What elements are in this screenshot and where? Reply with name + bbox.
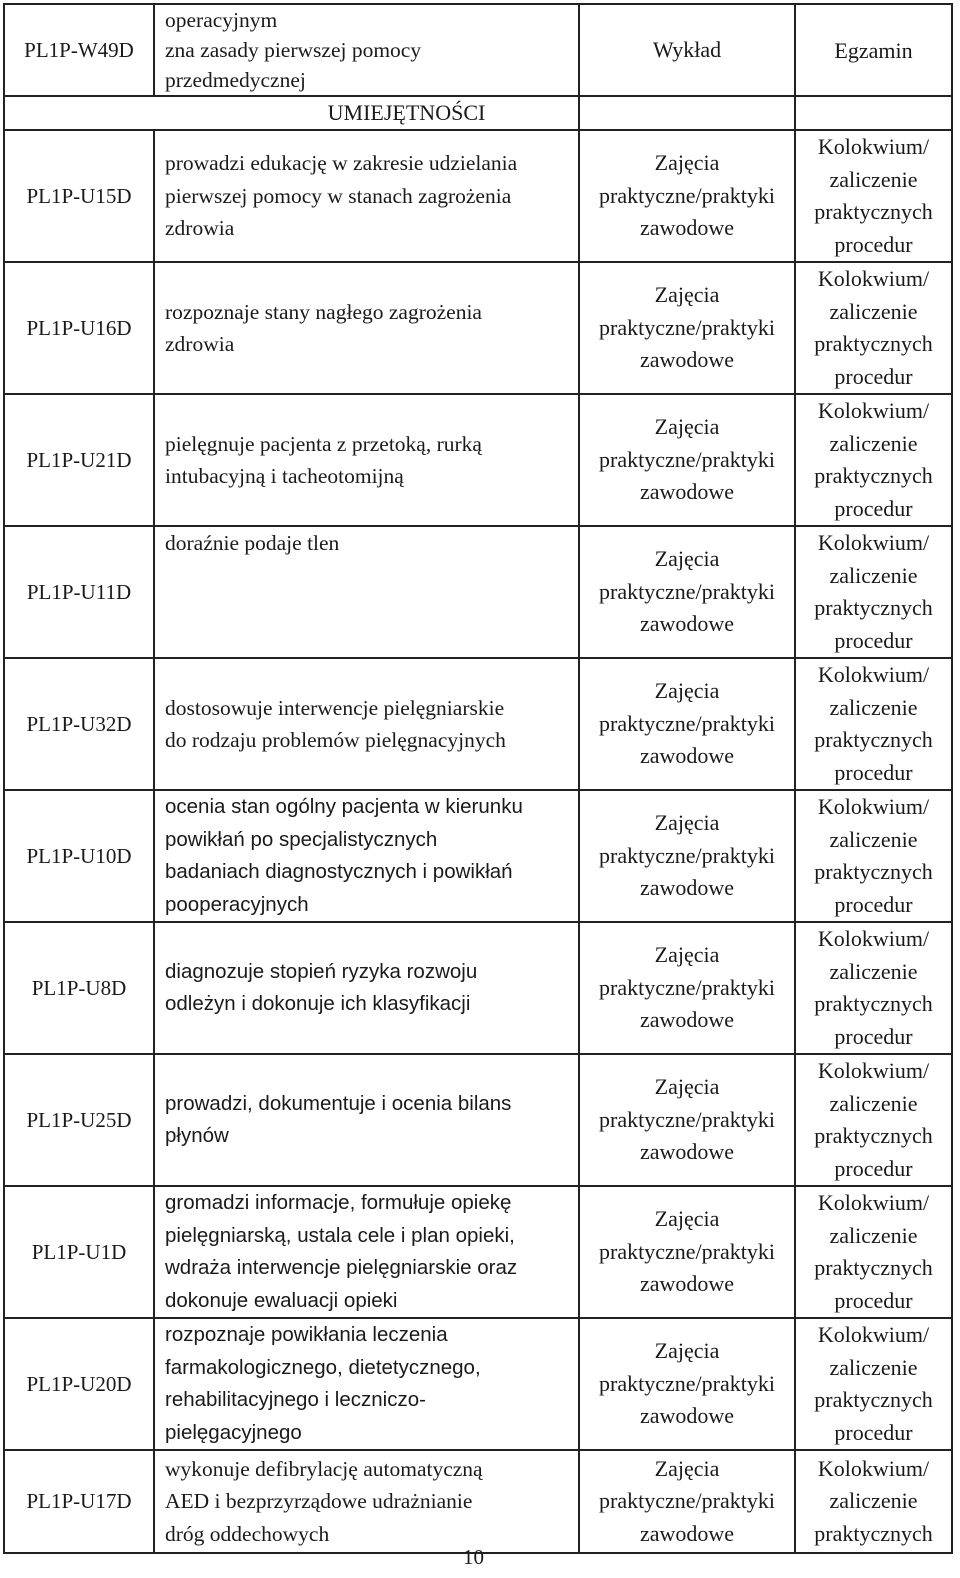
- verification-line: praktycznych: [814, 727, 933, 752]
- verification-method: [795, 658, 952, 790]
- description-line: płynów: [165, 1124, 229, 1147]
- verification-line: praktycznych: [814, 331, 933, 356]
- description-line: AED i bezprzyrządowe udrażnianie: [165, 1489, 473, 1514]
- form-line: Zajęcia: [654, 1206, 720, 1232]
- class-form: [579, 1054, 795, 1186]
- description-line: odleżyn i dokonuje ich klasyfikacji: [165, 992, 471, 1015]
- verification-line: procedur: [834, 1287, 913, 1313]
- table-row: [4, 658, 952, 790]
- description-line: zna zasady pierwszej pomocy: [165, 38, 422, 62]
- description-line: wdraża interwencje pielęgniarskie oraz: [165, 1256, 518, 1279]
- description-line: wykonuje defibrylację automatyczną: [165, 1456, 483, 1481]
- outcome-description: [154, 526, 579, 658]
- verification-method: [795, 1450, 952, 1553]
- verification-line: procedur: [834, 1155, 913, 1181]
- outcome-code: PL1P-U20D: [4, 1318, 154, 1450]
- verification-line: Kolokwium/: [817, 794, 930, 819]
- description-line: pierwszej pomocy w stanach zagrożenia: [165, 183, 512, 208]
- empty-cell: [579, 96, 795, 130]
- outcome-code: PL1P-U8D: [4, 922, 154, 1054]
- description-line: doraźnie podaje tlen: [165, 531, 340, 555]
- verification-method: [795, 130, 952, 262]
- outcome-description: [154, 262, 579, 394]
- class-form: [579, 1186, 795, 1318]
- table-row: [4, 1054, 952, 1186]
- outcome-description: [154, 130, 579, 262]
- outcome-code: PL1P-U21D: [4, 394, 154, 526]
- verification-method: [795, 1318, 952, 1450]
- verification-line: praktycznych: [814, 1387, 933, 1412]
- table-row: [4, 262, 952, 394]
- outcome-description: [154, 1054, 579, 1186]
- verification-line: procedur: [834, 1419, 913, 1445]
- outcome-description: [154, 1450, 579, 1553]
- verification-line: Kolokwium/: [817, 134, 930, 159]
- description-line: dokonuje ewaluacji opieki: [165, 1288, 398, 1312]
- class-form: [579, 1318, 795, 1450]
- verification-method: [795, 526, 952, 658]
- table-row: [4, 526, 952, 658]
- verification-method: [795, 1186, 952, 1318]
- verification-method: [795, 1054, 952, 1186]
- class-form: Wykład: [579, 4, 795, 96]
- verification-line: procedur: [834, 1023, 913, 1049]
- form-line: zawodowe: [639, 1007, 735, 1033]
- verification-line: Kolokwium/: [817, 398, 930, 423]
- description-line: rehabilitacyjnego i leczniczo-: [165, 1388, 426, 1411]
- form-line: praktyczne/praktyki: [599, 1238, 775, 1264]
- description-line: farmakologicznego, dietetycznego,: [165, 1355, 481, 1379]
- verification-line: procedur: [834, 759, 913, 785]
- table-row: [4, 394, 952, 526]
- verification-line: zaliczenie: [829, 298, 918, 324]
- verification-line: zaliczenie: [829, 166, 918, 192]
- table-row: [4, 790, 952, 922]
- verification-line: zaliczenie: [829, 958, 918, 984]
- verification-method: [795, 262, 952, 394]
- form-line: praktyczne/praktyki: [599, 1370, 775, 1396]
- verification-line: Kolokwium/: [817, 926, 930, 951]
- description-line: pooperacyjnych: [165, 892, 309, 916]
- form-line: Zajęcia: [654, 150, 720, 176]
- form-line: zawodowe: [639, 875, 735, 901]
- table-row: [4, 130, 952, 262]
- empty-cell: [795, 96, 952, 130]
- description-line: rozpoznaje powikłania leczenia: [165, 1323, 448, 1346]
- outcome-description: [154, 4, 579, 96]
- description-line: rozpoznaje stany nagłego zagrożenia: [165, 299, 482, 324]
- verification-line: zaliczenie: [829, 430, 918, 456]
- description-line: prowadzi edukację w zakresie udzielania: [165, 151, 518, 176]
- verification-line: zaliczenie: [829, 1222, 918, 1248]
- verification-line: praktycznych: [814, 1123, 933, 1148]
- description-line: przedmedycznej: [165, 68, 306, 92]
- table-row: [4, 4, 952, 96]
- description-line: pielęgnuje pacjenta z przetoką, rurką: [165, 431, 482, 456]
- form-line: praktyczne/praktyki: [599, 710, 775, 736]
- description-line: ocenia stan ogólny pacjenta w kierunku: [165, 795, 523, 818]
- form-line: Zajęcia: [654, 282, 720, 308]
- form-line: praktyczne/praktyki: [599, 1488, 775, 1514]
- verification-line: Kolokwium/: [817, 1190, 930, 1215]
- verification-line: praktycznych: [814, 595, 933, 620]
- outcome-code: PL1P-W49D: [4, 4, 154, 96]
- table-row: [4, 922, 952, 1054]
- verification-line: praktycznych: [814, 1255, 933, 1280]
- table-row: [4, 1318, 952, 1450]
- form-line: zawodowe: [639, 1139, 735, 1165]
- verification-line: zaliczenie: [829, 826, 918, 852]
- outcome-code: PL1P-U10D: [4, 790, 154, 922]
- verification-line: procedur: [834, 231, 913, 257]
- outcome-description: [154, 1186, 579, 1318]
- form-line: zawodowe: [639, 743, 735, 769]
- form-line: zawodowe: [639, 611, 735, 637]
- form-line: zawodowe: [639, 347, 735, 373]
- form-line: zawodowe: [639, 1520, 735, 1546]
- section-row: [4, 96, 952, 130]
- verification-line: zaliczenie: [829, 562, 918, 588]
- form-line: praktyczne/praktyki: [599, 1106, 775, 1132]
- description-line: diagnozuje stopień ryzyka rozwoju: [165, 959, 478, 983]
- verification-method: Egzamin: [795, 4, 952, 96]
- outcome-code: PL1P-U16D: [4, 262, 154, 394]
- description-line: powikłań po specjalistycznych: [165, 827, 438, 851]
- form-line: Zajęcia: [654, 942, 720, 968]
- class-form: [579, 922, 795, 1054]
- outcome-code: PL1P-U15D: [4, 130, 154, 262]
- form-line: praktyczne/praktyki: [599, 578, 775, 604]
- description-line: zdrowia: [165, 216, 235, 241]
- verification-line: Kolokwium/: [817, 662, 930, 687]
- class-form: [579, 262, 795, 394]
- verification-line: procedur: [834, 495, 913, 521]
- form-line: praktyczne/praktyki: [599, 842, 775, 868]
- table-row: [4, 1450, 952, 1553]
- verification-line: praktycznych: [814, 199, 933, 224]
- class-form: [579, 526, 795, 658]
- verification-line: Kolokwium/: [817, 1322, 930, 1347]
- description-line: operacyjnym: [165, 8, 278, 32]
- verification-line: procedur: [834, 363, 913, 389]
- verification-line: praktycznych: [814, 463, 933, 488]
- verification-line: procedur: [834, 891, 913, 917]
- outcome-description: [154, 658, 579, 790]
- verification-method: [795, 790, 952, 922]
- form-line: zawodowe: [639, 479, 735, 505]
- outcome-code: PL1P-U32D: [4, 658, 154, 790]
- verification-line: zaliczenie: [829, 1090, 918, 1116]
- form-line: praktyczne/praktyki: [599, 446, 775, 472]
- outcome-code: PL1P-U17D: [4, 1450, 154, 1553]
- class-form: [579, 790, 795, 922]
- verification-line: praktycznych: [814, 859, 933, 884]
- verification-line: zaliczenie: [829, 1488, 918, 1514]
- class-form: [579, 658, 795, 790]
- page-number: 10: [463, 1545, 484, 1569]
- verification-line: zaliczenie: [829, 694, 918, 720]
- verification-line: Kolokwium/: [817, 1455, 930, 1481]
- verification-line: praktycznych: [814, 1520, 933, 1546]
- form-line: zawodowe: [639, 1403, 735, 1429]
- description-line: intubacyjną i tacheotomijną: [165, 464, 404, 488]
- form-line: Zajęcia: [654, 810, 720, 836]
- form-line: Zajęcia: [654, 414, 720, 440]
- verification-method: [795, 394, 952, 526]
- description-line: dostosowuje interwencje pielęgniarskie: [165, 695, 505, 720]
- class-form: [579, 394, 795, 526]
- verification-line: Kolokwium/: [817, 1058, 930, 1083]
- form-line: praktyczne/praktyki: [599, 182, 775, 208]
- form-line: Zajęcia: [654, 1074, 720, 1100]
- verification-method: [795, 922, 952, 1054]
- verification-line: Kolokwium/: [817, 266, 930, 291]
- description-line: gromadzi informacje, formułuje opiekę: [165, 1191, 512, 1214]
- description-line: do rodzaju problemów pielęgnacyjnych: [165, 728, 506, 752]
- verification-line: procedur: [834, 627, 913, 653]
- learning-outcomes-table: [3, 3, 953, 1554]
- outcome-code: PL1P-U11D: [4, 526, 154, 658]
- table-row: [4, 1186, 952, 1318]
- section-title: UMIEJĘTNOŚCI: [4, 96, 579, 130]
- form-line: Zajęcia: [654, 1338, 720, 1364]
- class-form: [579, 130, 795, 262]
- form-line: Zajęcia: [654, 546, 720, 572]
- outcome-code: PL1P-U25D: [4, 1054, 154, 1186]
- description-line: pielęgniarską, ustala cele i plan opieki,: [165, 1223, 515, 1247]
- outcome-description: [154, 922, 579, 1054]
- description-line: dróg oddechowych: [165, 1521, 330, 1546]
- form-line: zawodowe: [639, 215, 735, 241]
- form-line: Zajęcia: [654, 678, 720, 704]
- verification-line: Kolokwium/: [817, 530, 930, 555]
- description-line: zdrowia: [165, 332, 235, 356]
- description-line: prowadzi, dokumentuje i ocenia bilans: [165, 1091, 512, 1115]
- outcome-description: [154, 790, 579, 922]
- description-line: pielęgacyjnego: [165, 1420, 302, 1444]
- verification-line: zaliczenie: [829, 1354, 918, 1380]
- verification-line: praktycznych: [814, 991, 933, 1016]
- form-line: praktyczne/praktyki: [599, 314, 775, 340]
- class-form: [579, 1450, 795, 1553]
- outcome-description: [154, 394, 579, 526]
- form-line: Zajęcia: [654, 1455, 720, 1481]
- description-line: badaniach diagnostycznych i powikłań: [165, 860, 513, 883]
- outcome-code: PL1P-U1D: [4, 1186, 154, 1318]
- form-line: zawodowe: [639, 1271, 735, 1297]
- outcome-description: [154, 1318, 579, 1450]
- form-line: praktyczne/praktyki: [599, 974, 775, 1000]
